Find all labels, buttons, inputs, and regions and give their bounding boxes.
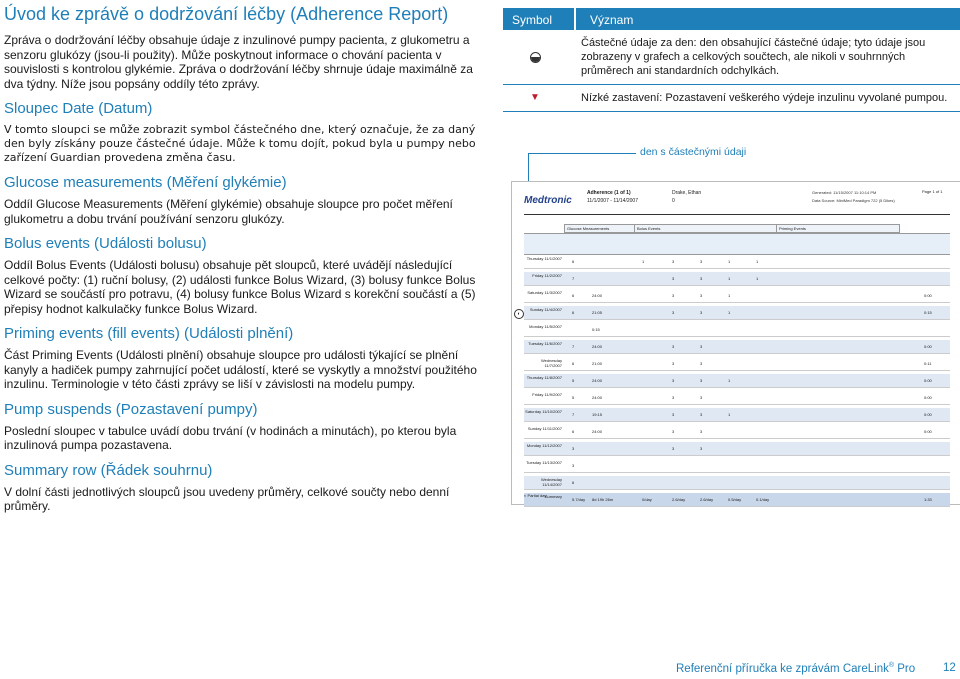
section-heading-suspend: Pump suspends (Pozastavení pumpy) — [4, 400, 258, 418]
report-cell-wiz: 3 — [672, 361, 675, 366]
report-cell-susp: 1:33 — [924, 497, 932, 502]
report-cell-susp: 0:00 — [924, 412, 932, 417]
page-number: 12 — [943, 662, 956, 674]
report-cell-bg: 6 — [572, 310, 575, 315]
report-row — [524, 323, 950, 337]
section-body-suspend: Poslední sloupec v tabulce uvádí dobu trvání (v hodinách a minutách), po kterou byla inzulinová pumpa pozastavena. — [4, 423, 457, 452]
callout-label: den s částečnými údaji — [640, 146, 747, 158]
group-bolus: Bolus Events — [634, 224, 778, 233]
report-cell-food: 3 — [700, 259, 703, 264]
report-cell-sensor: 21:05 — [592, 310, 603, 315]
report-title-block — [587, 189, 638, 205]
report-cell-wiz: 3 — [672, 276, 675, 281]
report-date: Monday 11/5/2007 — [529, 324, 562, 329]
data-source-text: Data Source: MiniMed Paradigm 722 (5 Dikes) — [812, 198, 895, 203]
section-body-date: V tomto sloupci se může zobrazit symbol částečného dne, který označuje, že za daný den byly získány pouze částečné údaje. Může k tomu dojít, pokud byla u pumpy nebo zařízení Guardian provedena změna času. — [4, 123, 476, 164]
report-date: Friday 11/9/2007 — [532, 392, 562, 397]
section-body-priming: Část Priming Events (Události plnění) obsahuje sloupce pro události týkající se plnění kanyly a hadiček pumpy zahrnující počet událostí, které se vyskytly a množství použitého inzulinu. Terminologie v této části zprávy se liší v závislosti na modelu pumpy. — [4, 348, 477, 391]
report-cell-corr: 1 — [728, 412, 731, 417]
report-cell-corr: 1 — [728, 378, 731, 383]
report-cell-corr: 0.5/day — [728, 497, 742, 502]
report-date: Thursday 11/8/2007 — [526, 375, 562, 380]
report-cell-susp: 0:00 — [924, 293, 932, 298]
report-cell-ovr: 1 — [756, 259, 759, 264]
report-date: Wednesday 11/7/2007 — [540, 358, 562, 368]
section-body-glucose: Oddíl Glucose Measurements (Měření glykémie) obsahuje sloupce pro počet měření glukometru a dobu trvání používání senzoru glukózy. — [4, 197, 453, 226]
summary-row — [524, 493, 950, 507]
patient-block — [672, 189, 701, 205]
report-cell-wiz: 3 — [672, 378, 675, 383]
section-body-summary: V dolní části jednotlivých sloupců jsou uvedeny průměry, celkové součty nebo denní průměry. — [4, 484, 450, 513]
section-heading-bolus: Bolus events (Události bolusu) — [4, 235, 207, 252]
report-row — [524, 340, 950, 354]
report-row — [524, 374, 950, 388]
report-row — [524, 442, 950, 456]
report-cell-ovr: 1 — [756, 276, 759, 281]
group-glucose: Glucose Measurements — [564, 224, 636, 233]
report-cell-sensor: 21:00 — [592, 361, 603, 366]
callout-line — [528, 153, 636, 154]
report-cell-sensor: 24:00 — [592, 378, 603, 383]
footer-title: Referenční příručka ke zprávám CareLink — [676, 662, 889, 675]
report-cell-wiz: 3 — [672, 259, 675, 264]
report-date: Saturday 11/3/2007 — [527, 290, 562, 295]
report-cell-bg: 6 — [572, 429, 575, 434]
section-heading-summary: Summary row (Řádek souhrnu) — [4, 461, 213, 479]
report-date: Tuesday 11/6/2007 — [528, 341, 562, 346]
page-title: Úvod ke zprávě o dodržování léčby (Adherence Report) — [4, 4, 449, 24]
report-cell-corr: 1 — [728, 259, 731, 264]
report-row — [524, 408, 950, 422]
generated-text: Generated: 11/15/2007 11:10:14 PM — [812, 190, 877, 195]
report-page: Page 1 of 1 — [922, 189, 943, 194]
report-date: Sunday 11/4/2007 — [529, 307, 562, 312]
section-heading-glucose: Glucose measurements (Měření glykémie) — [4, 174, 287, 191]
report-cell-food: 3 — [700, 276, 703, 281]
report-row — [524, 391, 950, 405]
report-title: Adherence (1 of 1) — [587, 190, 631, 196]
report-cell-food: 3 — [700, 395, 703, 400]
report-cell-bg: 5 — [572, 395, 575, 400]
report-cell-corr: 1 — [728, 310, 731, 315]
report-footnote — [524, 493, 546, 498]
report-cell-sensor: 24:00 — [592, 429, 603, 434]
report-row — [524, 306, 950, 320]
report-cell-sensor: 0:15 — [592, 327, 600, 332]
adherence-report-image — [511, 181, 960, 505]
report-column-headers — [524, 233, 950, 255]
report-cell-ovr: 0.1/day — [756, 497, 770, 502]
report-range: 11/1/2007 - 11/14/2007 — [587, 198, 638, 204]
report-cell-bg: 6 — [572, 293, 575, 298]
report-cell-food: 3 — [700, 293, 703, 298]
report-cell-corr: 1 — [728, 276, 731, 281]
report-cell-sensor: 8d 19h 26m — [592, 497, 614, 502]
partial-day-footnote-icon: ◐ — [524, 493, 528, 498]
report-date: Thursday 11/1/2007 — [526, 256, 562, 261]
report-cell-susp: 0:00 — [924, 378, 932, 383]
report-cell-wiz: 3 — [672, 310, 675, 315]
symbol-table-header — [503, 8, 960, 30]
report-cell-food: 3 — [700, 412, 703, 417]
report-date: Friday 11/2/2007 — [532, 273, 562, 278]
report-cell-susp: 0:15 — [924, 310, 932, 315]
report-cell-sensor: 19:15 — [592, 412, 603, 417]
report-cell-bg: 6 — [572, 361, 575, 366]
report-cell-susp: 0:00 — [924, 344, 932, 349]
section-body-bolus: Oddíl Bolus Events (Události bolusu) obsahuje pět sloupců, které uvádějí následující celkové počty: (1) ruční bolusy, (2) události funkce Bolus Wizard, (3) bolusy funkce Bolus Wizard se součástí pro potravu, (4) bolusy funkce Bolus Wizard s korekční součástí a (5) přepisy hodnot kalkulačky funkce Bolus Wizard. — [4, 258, 476, 316]
report-cell-bg: 5.7/day — [572, 497, 586, 502]
report-cell-corr: 1 — [728, 293, 731, 298]
report-cell-bg: 3 — [572, 463, 575, 468]
report-cell-manual: 1 — [642, 259, 645, 264]
report-cell-bg: 6 — [572, 259, 575, 264]
report-cell-food: 3 — [700, 446, 703, 451]
report-cell-wiz: 3 — [672, 395, 675, 400]
symbol-meaning-suspend: Nízké zastavení: Pozastavení veškerého výdeje inzulinu vyvolané pumpou. — [581, 92, 948, 104]
report-row — [524, 476, 950, 490]
report-cell-manual: 0/day — [642, 497, 652, 502]
report-row — [524, 289, 950, 303]
report-row — [524, 272, 950, 286]
report-cell-susp: 0:00 — [924, 395, 932, 400]
symbol-row-partial — [503, 30, 960, 85]
report-cell-wiz: 3 — [672, 293, 675, 298]
report-cell-bg: 7 — [572, 412, 575, 417]
symbol-column-header: Symbol — [503, 8, 576, 30]
report-date: Wednesday 11/14/2007 — [540, 477, 562, 487]
report-date: Saturday 11/10/2007 — [525, 409, 562, 414]
report-cell-wiz: 3 — [672, 429, 675, 434]
left-column — [4, 4, 490, 520]
footer-reg: ® — [888, 662, 895, 669]
report-cell-wiz: 2.6/day — [672, 497, 686, 502]
report-cell-susp: 0:00 — [924, 429, 932, 434]
report-cell-food: 3 — [700, 310, 703, 315]
page-footer — [676, 662, 915, 675]
report-cell-susp: 0:11 — [924, 361, 932, 366]
report-cell-bg: 6 — [572, 480, 575, 485]
report-cell-wiz: 3 — [672, 344, 675, 349]
report-cell-food: 3 — [700, 429, 703, 434]
generated-block — [812, 189, 895, 205]
report-row — [524, 357, 950, 371]
group-priming: Priming Events — [776, 224, 900, 233]
report-header-rule — [524, 214, 950, 215]
report-cell-food: 2.6/day — [700, 497, 714, 502]
symbol-row-suspend — [503, 85, 960, 112]
report-cell-sensor: 24:00 — [592, 344, 603, 349]
footnote-text: Partial day — [527, 493, 547, 498]
report-cell-bg: 3 — [572, 446, 575, 451]
report-cell-bg: 7 — [572, 344, 575, 349]
partial-day-icon — [530, 52, 541, 63]
partial-day-marker: ◐ — [514, 309, 524, 319]
report-date: Tuesday 11/13/2007 — [525, 460, 562, 465]
report-date: Monday 11/12/2007 — [526, 443, 562, 448]
meaning-column-header: Význam — [590, 13, 634, 27]
section-heading-priming: Priming events (fill events) (Události plnění) — [4, 325, 294, 342]
report-cell-wiz: 3 — [672, 446, 675, 451]
patient-name: Drake, Ethan — [672, 190, 702, 196]
report-cell-food: 3 — [700, 361, 703, 366]
report-cell-food: 3 — [700, 378, 703, 383]
low-suspend-icon: ▼ — [530, 92, 540, 103]
section-heading-date: Sloupec Date (Datum) — [4, 100, 153, 117]
report-cell-sensor: 24:00 — [592, 293, 603, 298]
symbol-meaning-partial: Částečné údaje za den: den obsahující částečné údaje; tyto údaje jsou zobrazeny v grafech a celkových součtech, ale nikoli v souhrnných průměrech ani standardních odchylkách. — [581, 37, 926, 77]
report-cell-bg: 7 — [572, 276, 575, 281]
report-row — [524, 425, 950, 439]
report-date: Sunday 11/11/2007 — [527, 426, 562, 431]
intro-text: Zpráva o dodržování léčby obsahuje údaje z inzulinové pumpy pacienta, z glukometru a senzoru glukózy (jsou-li použity). Může poskytnout informace o chování pacienta v souvislosti s kontrolou glykémie. Zpráva o dodržování léčby shrnuje údaje maximálně za dva týdny. Níže jsou popsány oddíly této zprávy. — [4, 33, 473, 91]
medtronic-logo: Medtronic — [524, 195, 572, 206]
report-date: Summary — [544, 494, 562, 499]
symbol-table — [503, 8, 960, 112]
report-row — [524, 255, 950, 269]
report-row — [524, 459, 950, 473]
footer-title-suffix: Pro — [894, 662, 916, 675]
report-cell-bg: 5 — [572, 378, 575, 383]
report-cell-food: 3 — [700, 344, 703, 349]
report-cell-sensor: 24:00 — [592, 395, 603, 400]
report-cell-wiz: 3 — [672, 412, 675, 417]
patient-id: 0 — [672, 198, 675, 204]
